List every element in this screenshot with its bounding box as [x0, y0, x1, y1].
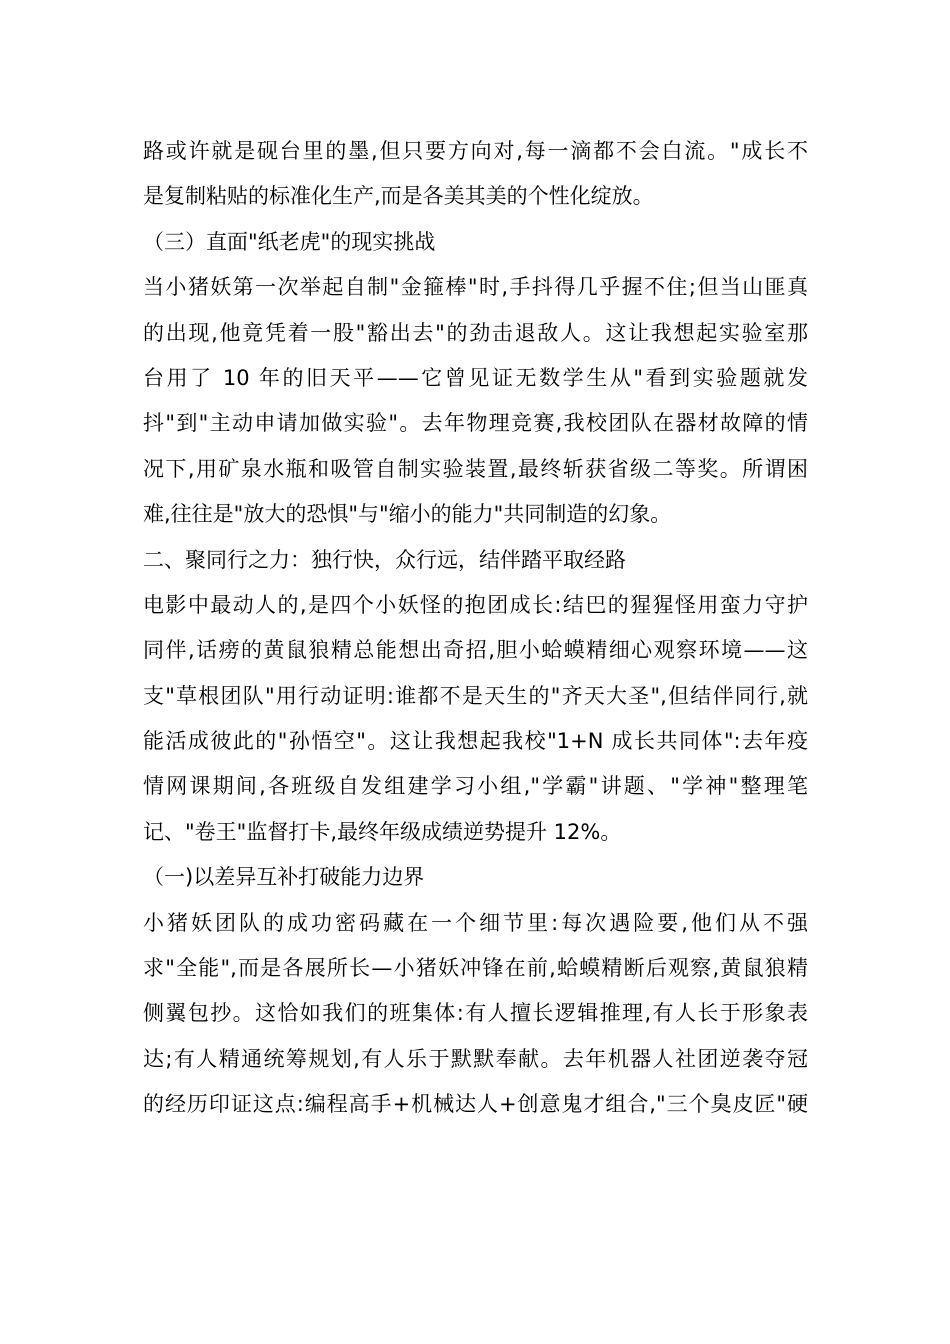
paragraph-line: 电影中最动人的,是四个小妖怪的抱团成长:结巴的猩猩怪用蛮力守护	[143, 592, 808, 617]
paragraph-line: 情网课期间,各班级自发组建学习小组,"学霸"讲题、"学神"整理笔	[143, 774, 808, 799]
paragraph-line: 记、"卷王"监督打卡,最终年级成绩逆势提升 12%。	[143, 819, 622, 844]
section-heading: （三）直面"纸老虎"的现实挑战	[143, 229, 436, 254]
paragraph-line: 抖"到"主动申请加做实验"。去年物理竞赛,我校团队在器材故障的情	[143, 411, 808, 436]
paragraph-line: 侧翼包抄。这恰如我们的班集体:有人擅长逻辑推理,有人长于形象表	[143, 1001, 808, 1026]
paragraph-line: 支"草根团队"用行动证明:谁都不是天生的"齐天大圣",但结伴同行,就	[143, 683, 808, 708]
paragraph-line: 是复制粘贴的标准化生产,而是各美其美的个性化绽放。	[143, 184, 654, 209]
paragraph-line: 同伴,话痨的黄鼠狼精总能想出奇招,胆小蛤蟆精细心观察环境——这	[143, 638, 808, 663]
paragraph-line: 的出现,他竟凭着一股"豁出去"的劲击退敌人。这让我想起实验室那	[143, 320, 808, 345]
paragraph-line: 路或许就是砚台里的墨,但只要方向对,每一滴都不会白流。"成长不	[143, 139, 808, 163]
paragraph-line: 台用了 10 年的旧天平——它曾见证无数学生从"看到实验题就发	[143, 365, 808, 390]
paragraph-line: 的经历印证这点:编程高手+机械达人+创意鬼才组合,"三个臭皮匠"硬	[143, 1092, 808, 1117]
paragraph-line: 小猪妖团队的成功密码藏在一个细节里:每次遇险要,他们从不强	[143, 910, 808, 935]
paragraph-line: 难,往往是"放大的恐惧"与"缩小的能力"共同制造的幻象。	[143, 502, 672, 527]
section-heading: （一)以差异互补打破能力边界	[143, 865, 425, 890]
section-heading: 二、聚同行之力：独行快，众行远，结伴踏平取经路	[143, 547, 626, 572]
paragraph-line: 达;有人精通统筹规划,有人乐于默默奉献。去年机器人社团逆袭夺冠	[143, 1046, 808, 1071]
paragraph-line: 当小猪妖第一次举起自制"金箍棒"时,手抖得几乎握不住;但当山匪真	[143, 275, 808, 300]
paragraph-line: 求"全能",而是各展所长—小猪妖冲锋在前,蛤蟆精断后观察,黄鼠狼精	[143, 956, 808, 981]
paragraph-line: 况下,用矿泉水瓶和吸管自制实验装置,最终斩获省级二等奖。所谓困	[143, 456, 808, 481]
paragraph-line: 能活成彼此的"孙悟空"。这让我想起我校"1+N 成长共同体":去年疫	[143, 729, 808, 754]
document-body	[143, 129, 808, 1128]
